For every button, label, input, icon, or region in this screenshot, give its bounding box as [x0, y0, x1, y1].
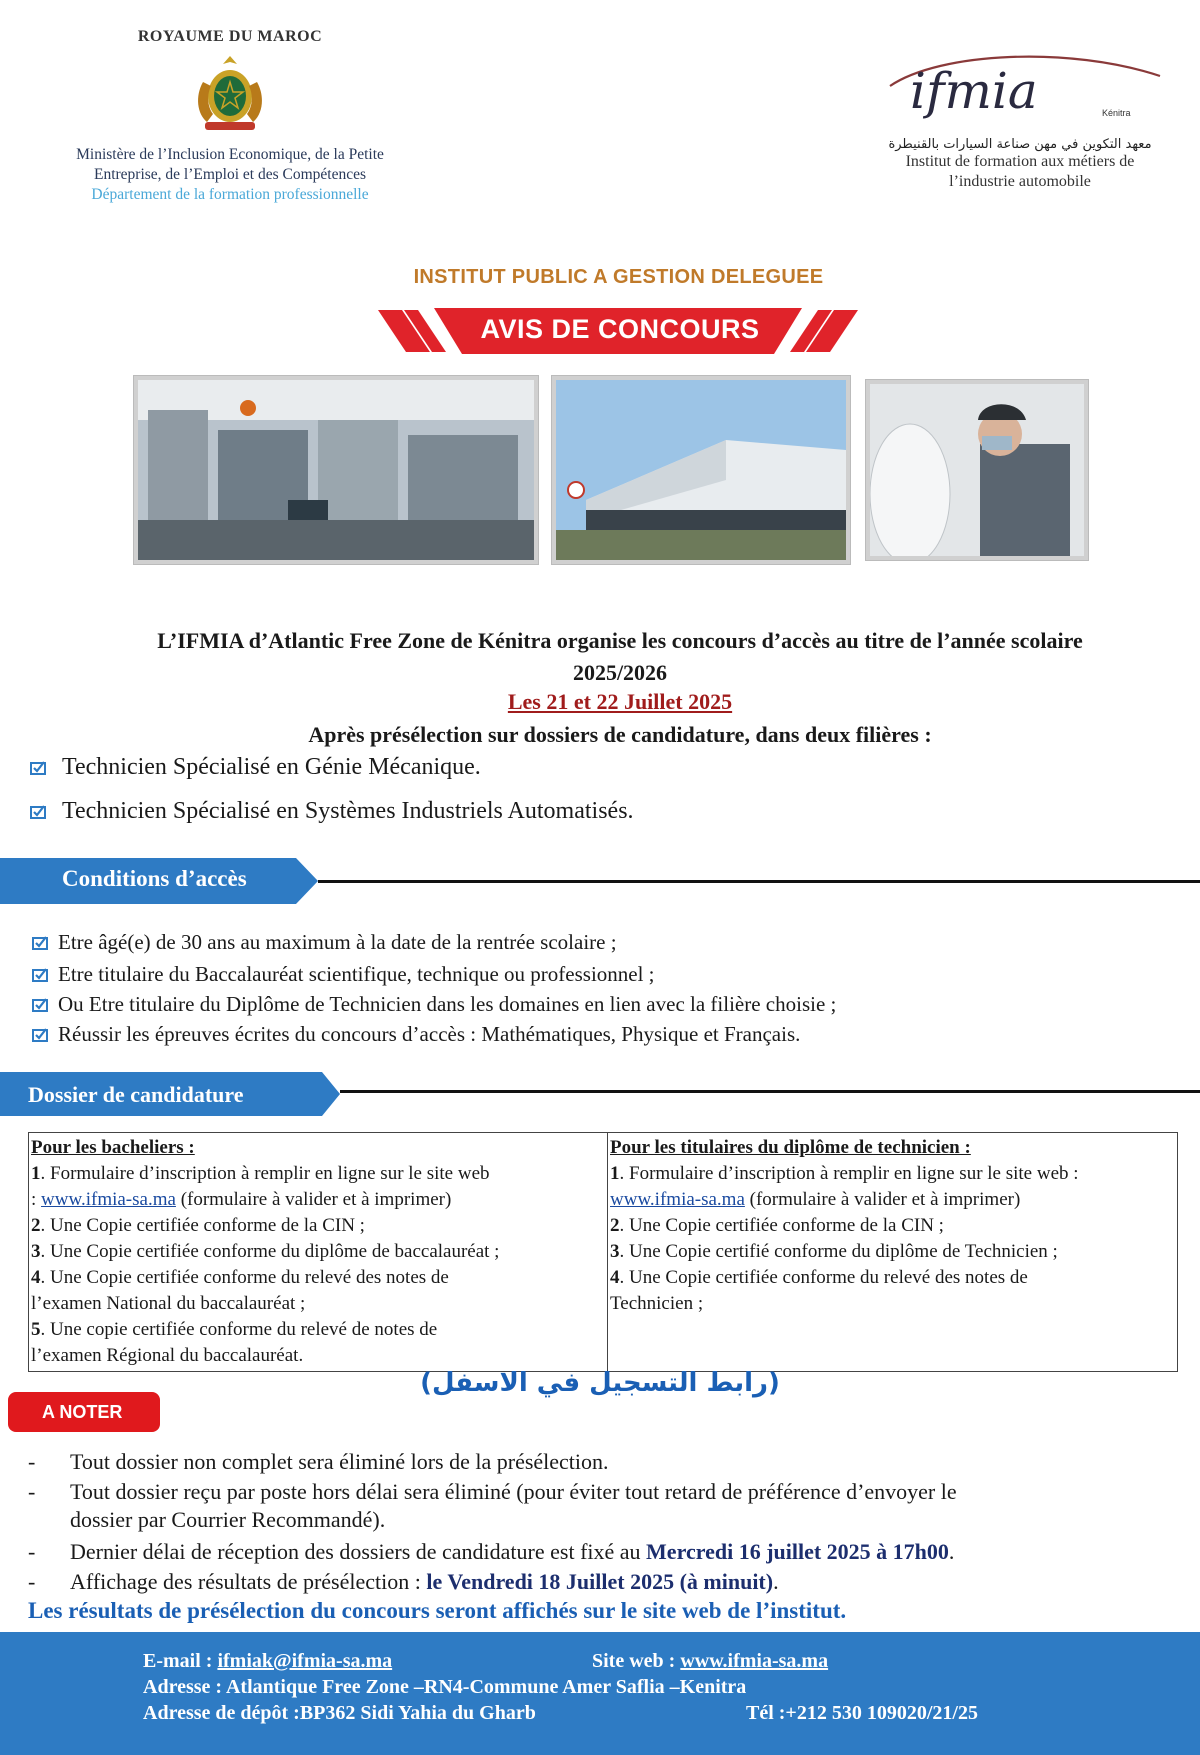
website-link[interactable]: www.ifmia-sa.ma: [610, 1189, 745, 1210]
arabic-registration-note: (رابط التسجيل في الاسفل): [420, 1368, 780, 1398]
list-item: 4. Une Copie certifiée conforme du relevé des notes de: [610, 1267, 1028, 1288]
preselection-text: Après présélection sur dossiers de candidature, dans deux filières :: [308, 722, 932, 747]
checkbox-icon: [30, 805, 46, 819]
list-item: l’examen Régional du baccalauréat.: [31, 1345, 304, 1366]
photo-building: [552, 376, 850, 564]
ifmia-header: [860, 46, 1180, 192]
list-item: l’examen National du baccalauréat ;: [31, 1293, 306, 1314]
footer-site: Site web : www.ifmia-sa.ma: [592, 1650, 829, 1672]
footer-email: E-mail : ifmiak@ifmia-sa.ma: [143, 1650, 393, 1672]
website-link[interactable]: www.ifmia-sa.ma: [41, 1189, 176, 1210]
bacheliers-column: [29, 1133, 608, 1372]
conditions-divider: [318, 880, 1200, 883]
filiere-item: [30, 754, 481, 781]
banner-title: AVIS DE CONCOURS: [480, 314, 760, 344]
ifmia-logo-text: ifmia: [910, 62, 1038, 120]
photo-student: [866, 380, 1088, 560]
footer-tel: Tél :+212 530 109020/21/25: [746, 1702, 978, 1724]
condition-item: [32, 1022, 800, 1047]
note-item: - Dernier délai de réception des dossiers de candidature est fixé au Mercredi 16 juillet 2025 à 17h00.: [28, 1539, 955, 1564]
filiere-label: Technicien Spécialisé en Génie Mécanique.: [62, 754, 481, 780]
note-item: - Affichage des résultats de présélection : le Vendredi 18 Juillet 2025 (à minuit).: [28, 1569, 779, 1594]
condition-text: Réussir les épreuves écrites du concours d’accès : Mathématiques, Physique et Français.: [58, 1022, 801, 1046]
exam-dates: Les 21 et 22 Juillet 2025: [507, 689, 733, 714]
list-item: 4. Une Copie certifiée conforme du relevé des notes de: [31, 1267, 449, 1288]
footer-deposit: Adresse de dépôt :BP362 Sidi Yahia du Gharb: [143, 1702, 536, 1724]
note-item: - Tout dossier reçu par poste hors délai sera éliminé (pour éviter tout retard de préférence d’envoyer le dossier par Courrier Recommandé).: [28, 1479, 957, 1532]
list-item: 3. Une Copie certifié conforme du diplôme de Technicien ;: [610, 1241, 1058, 1262]
dossier-table: [28, 1132, 1178, 1372]
note-item: - Tout dossier non complet sera éliminé lors de la présélection.: [28, 1449, 609, 1474]
a-noter-badge: A NOTER: [8, 1392, 160, 1432]
intro-line-1: L’IFMIA d’Atlantic Free Zone de Kénitra organise les concours d’accès au titre de l’année scolaire: [157, 628, 1083, 653]
intro-line-2: 2025/2026: [572, 660, 668, 685]
technicien-column: [608, 1133, 1178, 1372]
ministry-line-1: Ministère de l’Inclusion Economique, de la Petite: [76, 146, 384, 163]
institute-type: INSTITUT PUBLIC A GESTION DELEGUEE: [413, 266, 824, 288]
list-item: 2. Une Copie certifiée conforme de la CIN ;: [610, 1215, 944, 1236]
department-name: Département de la formation professionnelle: [91, 186, 369, 203]
ifmia-french-line-1: Institut de formation aux métiers de: [905, 153, 1135, 170]
checkbox-icon: [32, 968, 48, 982]
ifmia-logo-sub: Kénitra: [1102, 108, 1131, 118]
ifmia-arabic-name: معهد التكوين في مهن صناعة السيارات بالقنيطرة: [888, 137, 1152, 152]
student-image: [870, 384, 1084, 556]
ifmia-logo: [870, 46, 1170, 126]
ifmia-french-line-2: l’industrie automobile: [949, 173, 1091, 190]
list-item: 5. Une copie certifiée conforme du relevé de notes de: [31, 1319, 438, 1340]
dossier-title: Dossier de candidature: [28, 1082, 244, 1107]
checkbox-icon: [32, 936, 48, 950]
dossier-divider: [340, 1090, 1200, 1093]
conditions-title: Conditions d’accès: [62, 866, 247, 891]
workshop-image: [138, 380, 534, 560]
checkbox-icon: [32, 1028, 48, 1042]
list-item: 2. Une Copie certifiée conforme de la CIN ;: [31, 1215, 365, 1236]
list-item: : www.ifmia-sa.ma (formulaire à valider et à imprimer): [31, 1189, 452, 1210]
list-item: 1. Formulaire d’inscription à remplir en ligne sur le site web :: [610, 1163, 1079, 1184]
footer: [0, 1632, 1200, 1755]
site-link[interactable]: www.ifmia-sa.ma: [680, 1650, 829, 1672]
list-item: 3. Une Copie certifiée conforme du diplôme de baccalauréat ;: [31, 1241, 500, 1262]
condition-item: [32, 962, 655, 987]
condition-item: [32, 930, 617, 955]
intro-text: [40, 625, 1200, 689]
filiere-label: Technicien Spécialisé en Systèmes Industriels Automatisés.: [62, 798, 634, 824]
morocco-coat-of-arms-icon: [191, 52, 269, 134]
list-item: 1. Formulaire d’inscription à remplir en ligne sur le site web: [31, 1163, 490, 1184]
email-link[interactable]: ifmiak@ifmia-sa.ma: [217, 1650, 393, 1672]
filiere-item: [30, 798, 634, 825]
results-note: Les résultats de présélection du concours seront affichés sur le site web de l’institut.: [28, 1598, 847, 1623]
condition-item: [32, 992, 836, 1017]
condition-text: Etre âgé(e) de 30 ans au maximum à la date de la rentrée scolaire ;: [58, 930, 617, 954]
ministry-line-2: Entreprise, de l’Emploi et des Compétences: [93, 166, 367, 183]
technicien-heading: Pour les titulaires du diplôme de technicien :: [610, 1137, 971, 1158]
photo-workshop: [134, 376, 538, 564]
kingdom-title: ROYAUME DU MAROC: [137, 28, 323, 45]
condition-text: Ou Etre titulaire du Diplôme de Technicien dans les domaines en lien avec la filière choisie ;: [58, 992, 837, 1016]
condition-text: Etre titulaire du Baccalauréat scientifique, technique ou professionnel ;: [58, 962, 655, 986]
list-item: www.ifmia-sa.ma (formulaire à valider et à imprimer): [610, 1189, 1021, 1210]
bacheliers-heading: Pour les bacheliers :: [31, 1137, 195, 1158]
list-item: Technicien ;: [610, 1293, 704, 1314]
ministry-header: [30, 28, 430, 205]
building-image: [556, 380, 846, 560]
footer-address: Adresse : Atlantique Free Zone –RN4-Commune Amer Saflia –Kenitra: [143, 1676, 747, 1698]
checkbox-icon: [30, 761, 46, 775]
checkbox-icon: [32, 998, 48, 1012]
